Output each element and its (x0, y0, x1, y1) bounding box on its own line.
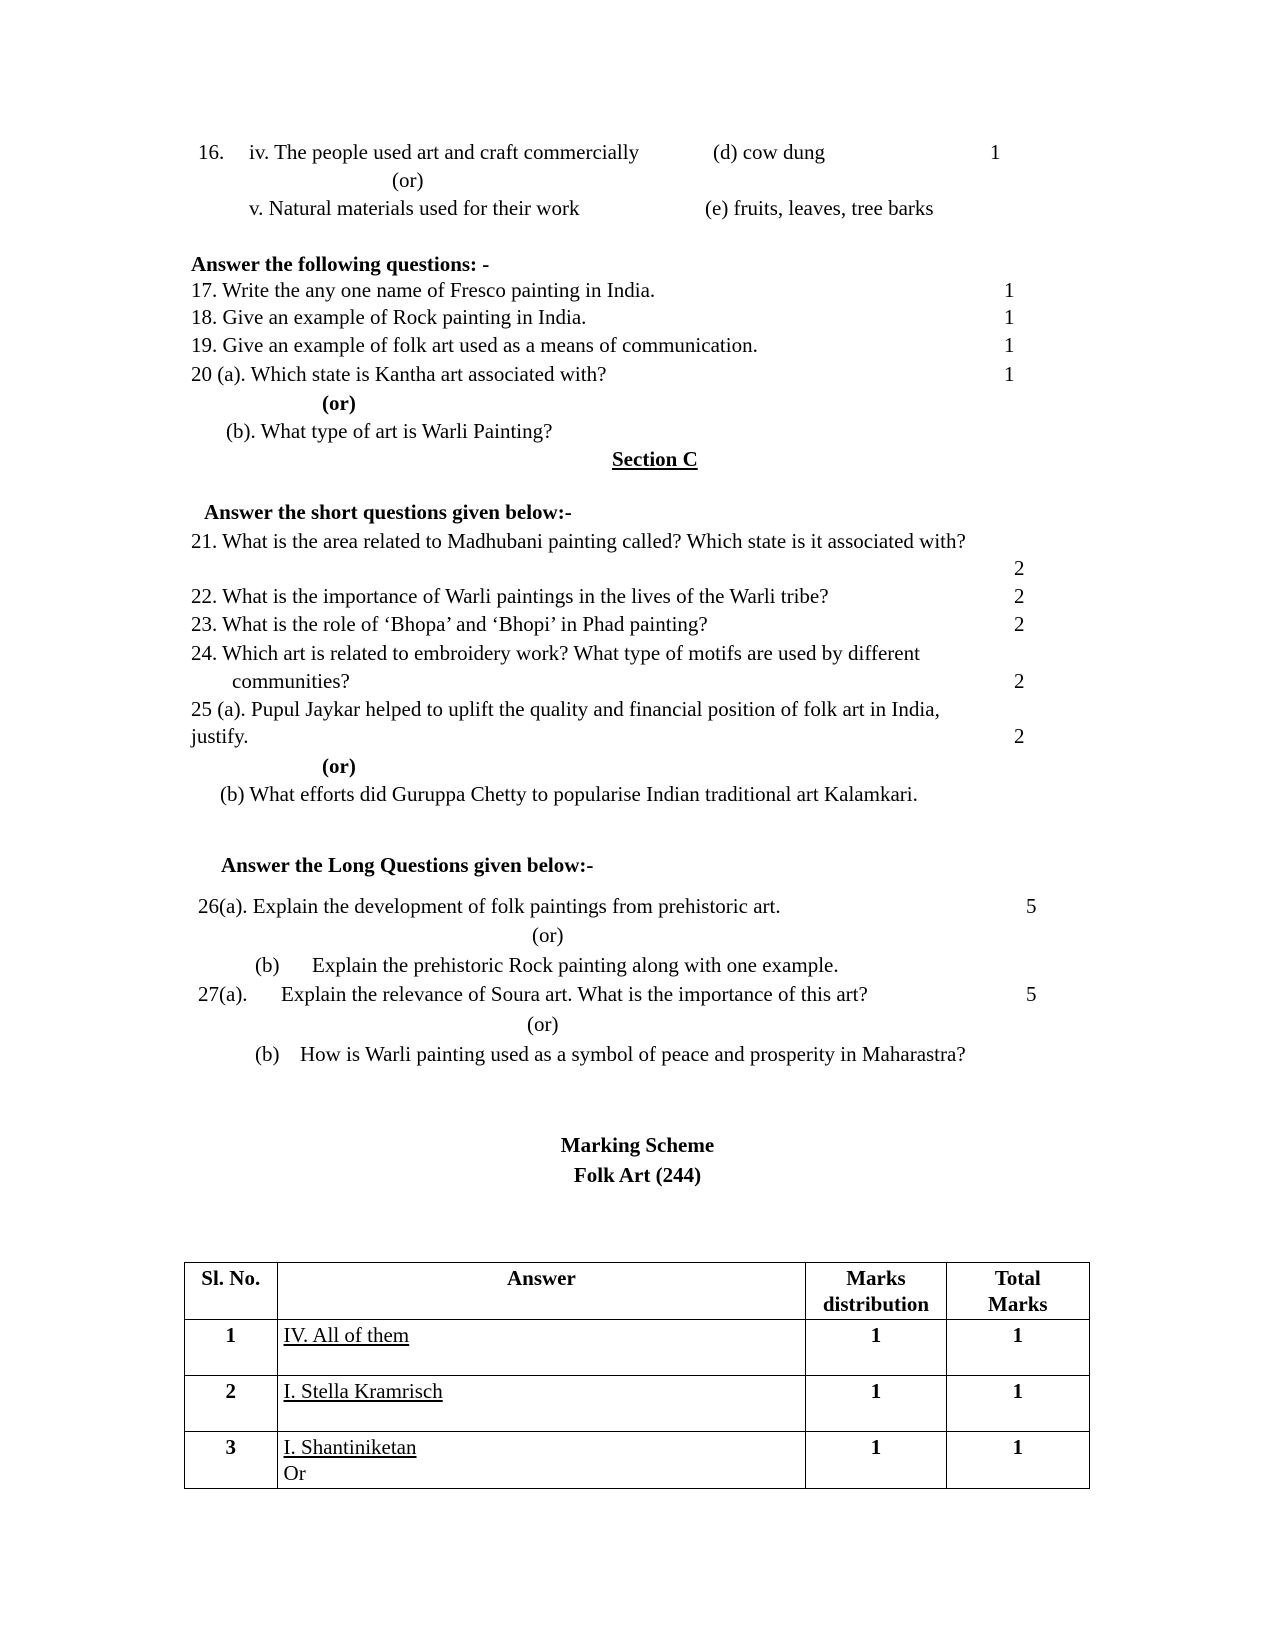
question-24-line1: 24. Which art is related to embroidery work? What type of motifs are used by different (191, 641, 920, 665)
row-answer-text: I. Stella Kramrisch (283, 1379, 443, 1403)
row-answer-text: I. Shantiniketan (283, 1435, 417, 1459)
question-19: 19. Give an example of folk art used as a means of communication. (191, 333, 758, 357)
question-20-or: (or) (322, 391, 356, 415)
question-26-marks: 5 (1026, 894, 1037, 918)
question-26a: 26(a). Explain the development of folk paintings from prehistoric art. (198, 894, 781, 918)
header-answer: Answer (277, 1263, 806, 1320)
marking-scheme-subtitle: Folk Art (244) (573, 1163, 702, 1187)
question-24-marks: 2 (1014, 669, 1025, 693)
question-20b: (b). What type of art is Warli Painting? (226, 419, 553, 443)
question-25a-line2: justify. (191, 724, 249, 748)
marking-scheme-table (184, 1262, 1090, 1489)
question-27a-label: 27(a). (198, 982, 248, 1006)
row-total: 1 (946, 1432, 1089, 1489)
header-marks-line2: distribution (822, 1292, 930, 1316)
question-24-line2: communities? (232, 669, 350, 693)
question-21-marks: 2 (1014, 556, 1025, 580)
question-27-or: (or) (527, 1012, 559, 1036)
table-row (185, 1432, 1090, 1489)
question-17-marks: 1 (1004, 278, 1015, 302)
question-18: 18. Give an example of Rock painting in India. (191, 305, 587, 329)
row-sl-no: 2 (185, 1376, 278, 1432)
q16-marks: 1 (990, 140, 1001, 164)
marking-scheme-title: Marking Scheme (560, 1133, 715, 1157)
question-17: 17. Write the any one name of Fresco painting in India. (191, 278, 656, 302)
row-marks: 1 (806, 1320, 946, 1376)
header-total-marks (946, 1263, 1089, 1320)
row-sl-no: 3 (185, 1432, 278, 1489)
table-row (185, 1376, 1090, 1432)
section-c-heading: Answer the short questions given below:- (204, 500, 572, 524)
q16-or: (or) (392, 168, 424, 192)
question-27-marks: 5 (1026, 982, 1037, 1006)
table-header-row (185, 1263, 1090, 1320)
row-total: 1 (946, 1320, 1089, 1376)
question-25a-line1: 25 (a). Pupul Jaykar helped to uplift the quality and financial position of folk art in India, (191, 697, 940, 721)
question-26-or: (or) (532, 923, 564, 947)
question-26b: Explain the prehistoric Rock painting along with one example. (312, 953, 839, 977)
question-20a: 20 (a). Which state is Kantha art associated with? (191, 362, 607, 386)
q16-number: 16. (198, 140, 225, 164)
question-22: 22. What is the importance of Warli paintings in the lives of the Warli tribe? (191, 584, 829, 608)
question-25-marks: 2 (1014, 724, 1025, 748)
row-answer (277, 1320, 806, 1376)
question-27b-label: (b) (255, 1042, 280, 1066)
question-27a: Explain the relevance of Soura art. What is the importance of this art? (281, 982, 868, 1006)
row-answer-extra: Or (283, 1461, 306, 1485)
header-total-line2: Marks (988, 1292, 1048, 1316)
row-answer (277, 1376, 806, 1432)
row-answer-text: IV. All of them (283, 1323, 410, 1347)
row-sl-no: 1 (185, 1320, 278, 1376)
header-total-line1: Total (994, 1266, 1041, 1290)
question-25b: (b) What efforts did Guruppa Chetty to popularise Indian traditional art Kalamkari. (220, 782, 918, 806)
section-c-title: Section C (612, 447, 698, 471)
header-marks-distribution (806, 1263, 946, 1320)
question-23-marks: 2 (1014, 612, 1025, 636)
long-questions-heading: Answer the Long Questions given below:- (221, 853, 594, 877)
q16-option-d: (d) cow dung (713, 140, 825, 164)
question-27b: How is Warli painting used as a symbol of peace and prosperity in Maharastra? (300, 1042, 966, 1066)
table-row (185, 1320, 1090, 1376)
short-answer-heading: Answer the following questions: - (191, 252, 490, 276)
question-26b-label: (b) (255, 953, 280, 977)
q16-option-v: v. Natural materials used for their work (249, 196, 580, 220)
question-25-or: (or) (322, 754, 356, 778)
row-total: 1 (946, 1376, 1089, 1432)
question-22-marks: 2 (1014, 584, 1025, 608)
question-19-marks: 1 (1004, 333, 1015, 357)
q16-option-e: (e) fruits, leaves, tree barks (705, 196, 934, 220)
question-18-marks: 1 (1004, 305, 1015, 329)
row-marks: 1 (806, 1432, 946, 1489)
header-sl-no: Sl. No. (185, 1263, 278, 1320)
row-marks: 1 (806, 1376, 946, 1432)
header-marks-line1: Marks (846, 1266, 906, 1290)
q16-option-iv: iv. The people used art and craft commercially (249, 140, 640, 164)
question-23: 23. What is the role of ‘Bhopa’ and ‘Bhopi’ in Phad painting? (191, 612, 708, 636)
question-20a-marks: 1 (1004, 362, 1015, 386)
row-answer (277, 1432, 806, 1489)
question-21: 21. What is the area related to Madhubani painting called? Which state is it associated with? (191, 529, 966, 553)
